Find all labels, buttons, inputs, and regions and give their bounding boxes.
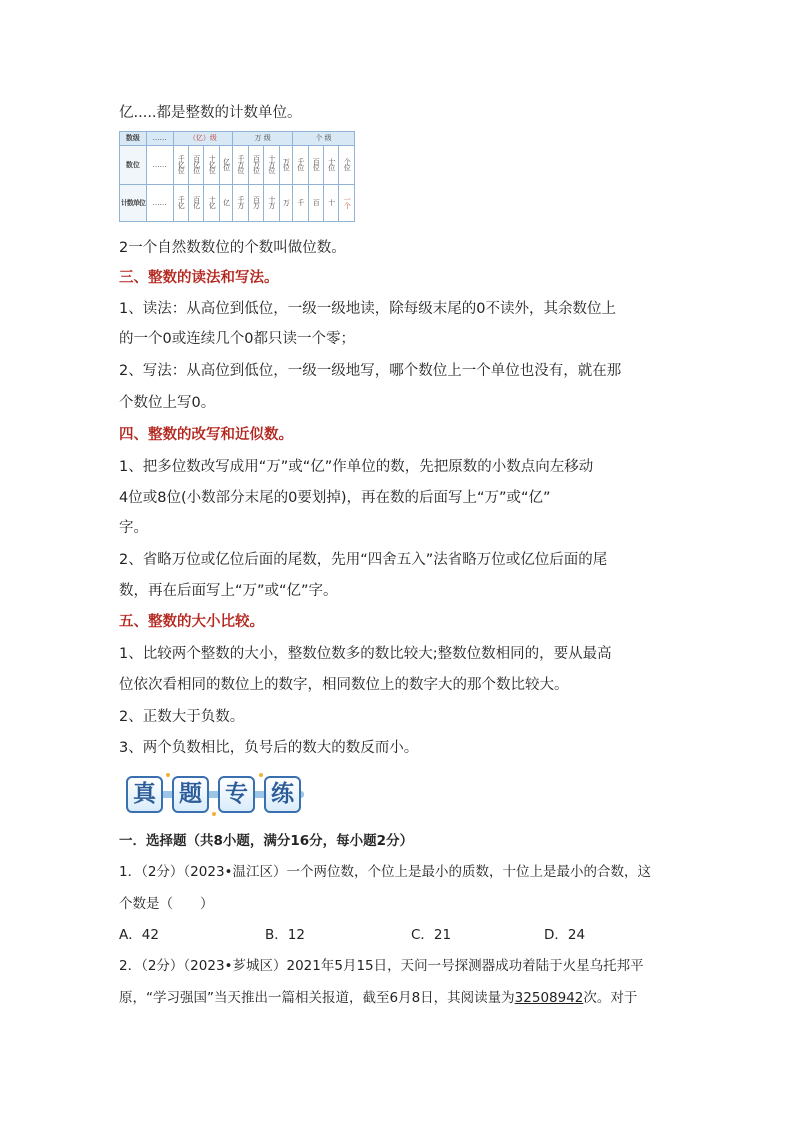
- table-cell: 十万: [264, 185, 279, 222]
- table-cell: 十亿位: [204, 146, 219, 185]
- section-heading: 五、整数的大小比较。: [119, 614, 264, 630]
- table-header-cell: 数级: [120, 132, 147, 146]
- table-cell: 百万: [248, 185, 263, 222]
- table-cell: 十万位: [264, 146, 279, 185]
- table-cell: 百亿位: [189, 146, 204, 185]
- sparkle-icon: [166, 773, 170, 777]
- section-heading: 三、整数的读法和写法。: [119, 270, 279, 286]
- section-heading: 四、整数的改写和近似数。: [119, 427, 293, 443]
- table-cell: 百万位: [248, 146, 263, 185]
- text-line: 1、比较两个整数的大小，整数位数多的数比较大;整数位数相同的，要从最高: [119, 646, 612, 662]
- section-title: 一．选择题（共8小题，满分16分，每小题2分）: [119, 833, 414, 849]
- table-cell: 百亿: [189, 185, 204, 222]
- question-text-part: 次。对于: [583, 990, 638, 1006]
- table-cell: 千万: [233, 185, 248, 222]
- text-line: 位依次看相同的数位上的数字，相同数位上的数字大的那个数比较大。: [119, 677, 569, 693]
- text-line: 个数位上写0。: [119, 395, 216, 411]
- table-row-label: 数位: [120, 146, 147, 185]
- text-line: 字。: [119, 520, 148, 536]
- table-header-cell: 个 级: [293, 132, 355, 146]
- question-text: 2．（2分）（2023•芗城区）2021年5月15日，天问一号探测器成功着陆于火星乌托邦平: [119, 958, 644, 974]
- text-line: 4位或8位(小数部分末尾的0要划掉)，再在数的后面写上“万”或“亿”: [119, 490, 551, 506]
- option-c: C．21: [411, 927, 452, 943]
- banner-tile: 题: [172, 776, 209, 813]
- table-cell: 亿: [219, 185, 232, 222]
- text-line: 的一个0或连续几个0都只读一个零；: [119, 331, 355, 347]
- question-text-part: 原，“学习强国”当天推出一篇相关报道，截至6月8日，其阅读量为: [119, 990, 515, 1006]
- question-text: [119, 988, 637, 1008]
- table-cell: 十位: [324, 146, 339, 185]
- table-cell: 十: [324, 185, 339, 222]
- table-cell: 千万位: [233, 146, 248, 185]
- banner-tile: 练: [264, 776, 301, 813]
- banner-tile: 专: [218, 776, 255, 813]
- table-header-cell: （亿）级: [173, 132, 233, 146]
- table-cell: 万: [279, 185, 292, 222]
- text-line: 2、省略万位或亿位后面的尾数，先用“四舍五入”法省略万位或亿位后面的尾: [119, 552, 608, 568]
- table-cell: 个位: [339, 146, 355, 185]
- table-cell: 万位: [279, 146, 292, 185]
- text-line: 亿.....都是整数的计数单位。: [119, 105, 302, 121]
- table-cell: 千亿位: [173, 146, 188, 185]
- text-line: 3、两个负数相比，负号后的数大的数反而小。: [119, 740, 419, 756]
- option-d: D．24: [544, 927, 586, 943]
- option-a: A．42: [119, 927, 159, 943]
- text-line: 2一个自然数数位的个数叫做位数。: [119, 240, 346, 256]
- exam-practice-banner: [122, 772, 308, 816]
- text-line: 2、写法：从高位到低位，一级一级地写，哪个数位上一个单位也没有，就在那: [119, 363, 622, 379]
- table-row: [120, 132, 355, 146]
- reading-count-number: 32508942: [514, 990, 584, 1006]
- option-b: B．12: [265, 927, 305, 943]
- sparkle-icon: [259, 773, 263, 777]
- sparkle-icon: [212, 812, 216, 816]
- table-cell: 千位: [293, 146, 308, 185]
- banner-tile: 真: [126, 776, 163, 813]
- table-cell: 百位: [308, 146, 323, 185]
- table-cell: 千: [293, 185, 308, 222]
- text-line: 2、正数大于负数。: [119, 709, 245, 725]
- text-line: 1、读法：从高位到低位，一级一级地读，除每级末尾的0不读外，其余数位上: [119, 301, 616, 317]
- text-line: 数，再在后面写上“万”或“亿”字。: [119, 583, 338, 599]
- table-cell: ……: [146, 146, 173, 185]
- table-row: [120, 146, 355, 185]
- table-cell: 十亿: [204, 185, 219, 222]
- table-header-cell: ……: [146, 132, 173, 146]
- table-cell: ……: [146, 185, 173, 222]
- question-text: 1．（2分）（2023•温江区）一个两位数，个位上是最小的质数，十位上是最小的合数，这: [119, 864, 651, 880]
- table-cell: 亿位: [219, 146, 232, 185]
- question-text: 个数是（ ）: [119, 896, 214, 912]
- place-value-table: [119, 131, 355, 222]
- table-row-label: 计数单位: [120, 185, 147, 222]
- table-header-cell: 万 级: [233, 132, 293, 146]
- text-line: 1、把多位数改写成用“万”或“亿”作单位的数，先把原数的小数点向左移动: [119, 459, 594, 475]
- table-cell: 千亿: [173, 185, 188, 222]
- table-cell: 一个: [339, 185, 355, 222]
- table-cell: 百: [308, 185, 323, 222]
- table-row: [120, 185, 355, 222]
